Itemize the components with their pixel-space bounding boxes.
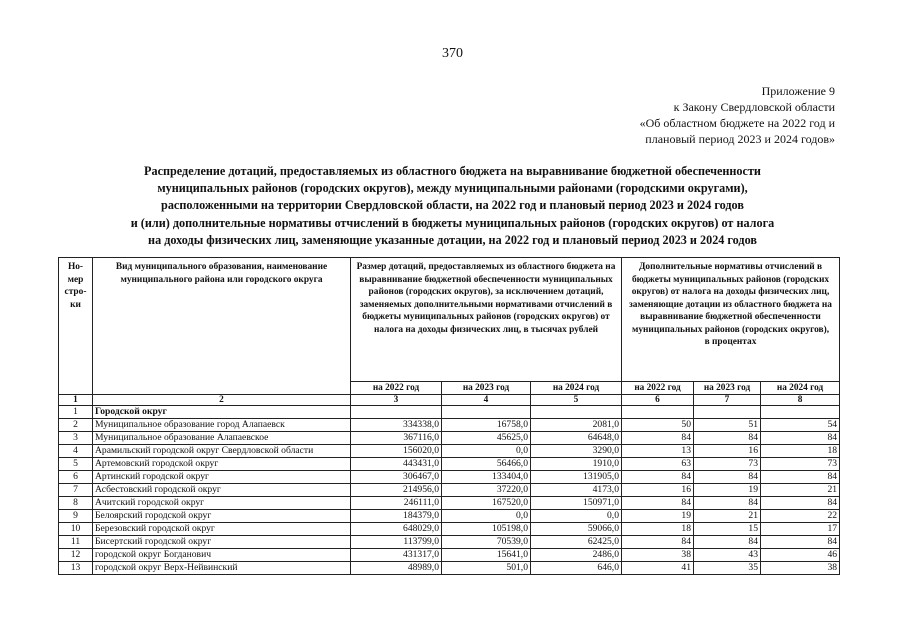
norm-2022: 41 [622, 562, 694, 575]
subsidy-2022: 48989,0 [351, 562, 442, 575]
subsidy-2023: 105198,0 [442, 523, 531, 536]
column-number: 8 [761, 395, 840, 406]
table-row [59, 497, 840, 510]
column-number: 2 [93, 395, 351, 406]
municipality-name: Арамильский городской округ Свердловской области [93, 445, 351, 458]
row-number: 4 [59, 445, 93, 458]
municipality-name: Артемовский городской округ [93, 458, 351, 471]
year-header: на 2022 год [622, 382, 694, 395]
norm-2022: 19 [622, 510, 694, 523]
header-norms-unit: в процентах [704, 337, 757, 347]
municipality-name: Белоярский городской округ [93, 510, 351, 523]
subsidy-2022: 334338,0 [351, 419, 442, 432]
row-number: 2 [59, 419, 93, 432]
title-line: и (или) дополнительные нормативы отчислений в бюджеты муниципальных районов (городских округов) от налога [130, 215, 775, 230]
empty-cell [442, 406, 531, 419]
subsidy-2023: 37220,0 [442, 484, 531, 497]
subsidy-2023: 16758,0 [442, 419, 531, 432]
empty-cell [694, 406, 761, 419]
subsidy-2023: 70539,0 [442, 536, 531, 549]
year-header: на 2024 год [761, 382, 840, 395]
row-number: 3 [59, 432, 93, 445]
norm-2023: 21 [694, 510, 761, 523]
section-row [59, 406, 840, 419]
norm-2022: 16 [622, 484, 694, 497]
subsidy-2023: 501,0 [442, 562, 531, 575]
appendix-note [640, 83, 835, 147]
norm-2024: 54 [761, 419, 840, 432]
subsidy-2022: 246111,0 [351, 497, 442, 510]
norm-2024: 84 [761, 432, 840, 445]
subsidy-2024: 646,0 [531, 562, 622, 575]
subsidy-2022: 113799,0 [351, 536, 442, 549]
norm-2024: 84 [761, 536, 840, 549]
norm-2024: 21 [761, 484, 840, 497]
subsidy-2022: 184379,0 [351, 510, 442, 523]
municipality-name: городской округ Богданович [93, 549, 351, 562]
subsidy-2022: 443431,0 [351, 458, 442, 471]
appendix-line: плановый период 2023 и 2024 годов» [645, 132, 835, 146]
header-municipality: Вид муниципального образования, наименование муниципального района или городского округа [93, 258, 351, 395]
subsidy-2023: 15641,0 [442, 549, 531, 562]
norm-2022: 13 [622, 445, 694, 458]
row-number: 5 [59, 458, 93, 471]
section-label: Городской округ [93, 406, 351, 419]
table-row [59, 536, 840, 549]
title-line: Распределение дотаций, предоставляемых из областного бюджета на выравнивание бюджетной обеспеченности [144, 164, 761, 178]
title-line: расположенными на территории Свердловской области, на 2022 год и плановый период 2023 и 2024 годов [161, 198, 744, 213]
title-line: на доходы физических лиц, заменяющие указанные дотации, на 2022 год и плановый период 2023 и 2024 годов [148, 232, 757, 247]
year-header: на 2024 год [531, 382, 622, 395]
subsidy-2024: 4173,0 [531, 484, 622, 497]
row-number: 9 [59, 510, 93, 523]
norm-2022: 84 [622, 432, 694, 445]
table-row [59, 458, 840, 471]
norm-2023: 43 [694, 549, 761, 562]
subsidy-2023: 56466,0 [442, 458, 531, 471]
table-row [59, 562, 840, 575]
column-number: 4 [442, 395, 531, 406]
table-row [59, 484, 840, 497]
row-number: 6 [59, 471, 93, 484]
subsidy-2024: 62425,0 [531, 536, 622, 549]
norm-2024: 18 [761, 445, 840, 458]
municipality-name: Муниципальное образование Алапаевское [93, 432, 351, 445]
subsidy-2024: 0,0 [531, 510, 622, 523]
table-row [59, 549, 840, 562]
subsidy-2024: 131905,0 [531, 471, 622, 484]
municipality-name: Артинский городской округ [93, 471, 351, 484]
empty-cell [622, 406, 694, 419]
row-number: 10 [59, 523, 93, 536]
subsidy-2022: 367116,0 [351, 432, 442, 445]
column-number: 5 [531, 395, 622, 406]
column-number-row [59, 395, 840, 406]
subsidy-2024: 150971,0 [531, 497, 622, 510]
municipality-name: Муниципальное образование город Алапаевск [93, 419, 351, 432]
table-row [59, 445, 840, 458]
municipality-name: Ачитский городской округ [93, 497, 351, 510]
header-norms-text: Дополнительные нормативы отчислений в бюджеты муниципальных районов (городских округов) от налога на доходы физических лиц, заменяющие дотации из областного бюджета на выравнивание бюджетной обеспеченности муниципальных районов (городских округов), [629, 262, 832, 335]
subsidy-2024: 59066,0 [531, 523, 622, 536]
subsidy-2024: 3290,0 [531, 445, 622, 458]
municipality-name: городской округ Верх-Нейвинский [93, 562, 351, 575]
norm-2024: 73 [761, 458, 840, 471]
row-number: 13 [59, 562, 93, 575]
column-number: 1 [59, 395, 93, 406]
row-number: 11 [59, 536, 93, 549]
norm-2023: 19 [694, 484, 761, 497]
column-number: 7 [694, 395, 761, 406]
row-number: 12 [59, 549, 93, 562]
norm-2023: 35 [694, 562, 761, 575]
norm-2024: 84 [761, 471, 840, 484]
norm-2022: 50 [622, 419, 694, 432]
municipality-name: Бисертский городской округ [93, 536, 351, 549]
subsidy-2022: 431317,0 [351, 549, 442, 562]
header-subsidy: Размер дотаций, предоставляемых из областного бюджета на выравнивание бюджетной обеспеченности муниципальных районов (городских округов), за исключением дотаций, заменяемых дополнительными нормативами отчислений в бюджеты муниципальных районов (городских округов) от налога на доходы физических лиц, в тысячах рублей [351, 258, 622, 382]
empty-cell [351, 406, 442, 419]
year-header: на 2023 год [442, 382, 531, 395]
subsidy-2023: 167520,0 [442, 497, 531, 510]
subsidy-2023: 0,0 [442, 445, 531, 458]
norm-2023: 84 [694, 471, 761, 484]
appendix-line: Приложение 9 [761, 84, 835, 98]
table-body [59, 258, 840, 575]
municipality-name: Асбестовский городской округ [93, 484, 351, 497]
norm-2023: 16 [694, 445, 761, 458]
appendix-line: «Об областном бюджете на 2022 год и [639, 116, 835, 130]
empty-cell [761, 406, 840, 419]
norm-2022: 18 [622, 523, 694, 536]
norm-2022: 63 [622, 458, 694, 471]
header-norms [622, 258, 840, 382]
header-row-number: Но-мер стро-ки [59, 258, 93, 395]
year-header: на 2022 год [351, 382, 442, 395]
municipality-name: Березовский городской округ [93, 523, 351, 536]
subsidy-2024: 1910,0 [531, 458, 622, 471]
norm-2023: 73 [694, 458, 761, 471]
row-number: 8 [59, 497, 93, 510]
subsidy-2023: 45625,0 [442, 432, 531, 445]
norm-2024: 46 [761, 549, 840, 562]
norm-2024: 17 [761, 523, 840, 536]
empty-cell [531, 406, 622, 419]
row-number: 7 [59, 484, 93, 497]
subsidy-2024: 2081,0 [531, 419, 622, 432]
header-row [59, 258, 840, 382]
table-row [59, 510, 840, 523]
table-row [59, 471, 840, 484]
subsidy-table [58, 257, 840, 575]
norm-2023: 84 [694, 432, 761, 445]
norm-2024: 22 [761, 510, 840, 523]
norm-2023: 84 [694, 497, 761, 510]
norm-2022: 84 [622, 471, 694, 484]
subsidy-2023: 0,0 [442, 510, 531, 523]
row-number: 1 [59, 406, 93, 419]
document-title [0, 163, 905, 249]
table-row [59, 432, 840, 445]
subsidy-2022: 648029,0 [351, 523, 442, 536]
subsidy-2023: 133404,0 [442, 471, 531, 484]
subsidy-2024: 2486,0 [531, 549, 622, 562]
title-line: муниципальных районов (городских округов), между муниципальными районами (городскими округами), [157, 181, 748, 196]
norm-2023: 84 [694, 536, 761, 549]
norm-2024: 84 [761, 497, 840, 510]
column-number: 3 [351, 395, 442, 406]
subsidy-2022: 156020,0 [351, 445, 442, 458]
table-row [59, 523, 840, 536]
norm-2022: 84 [622, 536, 694, 549]
year-header: на 2023 год [694, 382, 761, 395]
norm-2023: 51 [694, 419, 761, 432]
appendix-line: к Закону Свердловской области [673, 100, 835, 114]
norm-2024: 38 [761, 562, 840, 575]
norm-2022: 38 [622, 549, 694, 562]
subsidy-2024: 64648,0 [531, 432, 622, 445]
norm-2023: 15 [694, 523, 761, 536]
column-number: 6 [622, 395, 694, 406]
subsidy-2022: 214956,0 [351, 484, 442, 497]
subsidy-2022: 306467,0 [351, 471, 442, 484]
norm-2022: 84 [622, 497, 694, 510]
table-row [59, 419, 840, 432]
page-number: 370 [442, 46, 463, 61]
